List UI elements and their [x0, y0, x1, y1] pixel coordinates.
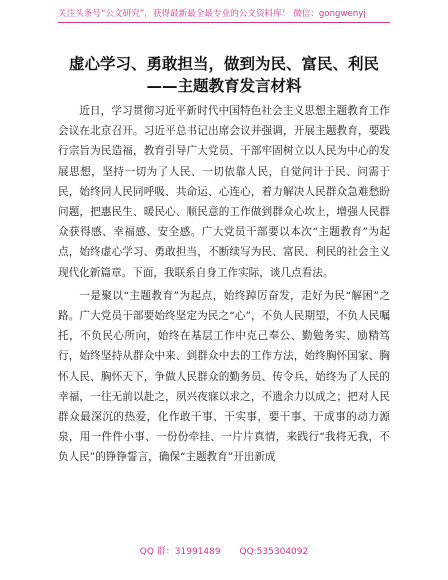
- body-paragraph: 一是聚以“主题教育”为起点，始终踔厉奋发，走好为民“解困”之路。广大党员干部要始终坚定为民之“心”，不负人民期望，不负人民嘱托，不负民心所向，始终在基层工作中克己奉公、勤勉务实、励精笃行，始终坚持从群众中来、到群众中去的工作方法，始终胸怀国家、胸怀人民、胸怀天下，争做人民群众的勤务员、传令兵，始终为了人民的幸福，一往无前以赴之，夙兴夜寐以求之，不遗余力以成之；把对人民群众最深沉的热爱，化作敢干事、干实事，要干事、干成事的动力源泉，用一件件小事、一份份牵挂、一片片真情，来践行“我将无我，不负人民”的铮铮誓言，确保“主题教育”开出新成: [58, 289, 390, 464]
- header-divider: [58, 22, 390, 23]
- footer-qq: QQ:535304092: [239, 547, 309, 557]
- footer-qq-group: QQ 群：31991489: [139, 547, 221, 557]
- footer-contact: [0, 544, 448, 557]
- document-body: [58, 101, 390, 471]
- document-subtitle: ——主题教育发言材料: [146, 77, 302, 95]
- body-paragraph: 近日，学习贯彻习近平新时代中国特色社会主义思想主题教育工作会议在北京召开。习近平总书记出席会议并强调，开展主题教育，要践行宗旨为民造福，教育引导广大党员、干部牢固树立以人民为中心的发展思想，坚持一切为了人民、一切依靠人民，自觉问计于民、问需于民，始终同人民同呼吸、共命运、心连心，着力解决人民群众急难愁盼问题，把惠民生、暖民心、顺民意的工作做到群众心坎上，增强人民群众获得感、幸福感、安全感。广大党员干部要以本次“主题教育”为起点，始终虚心学习、勇敢担当，不断续写为民、富民、利民的社会主义现代化新篇章。下面，我联系自身工作实际，谈几点看法。: [58, 105, 390, 279]
- header-promo-note: 关注头条号“公文研究”，获得最新最全最专业的公文资料库！ 微信：gongwenyj: [58, 9, 366, 19]
- document-title: 虚心学习、勇敢担当，做到为民、富民、利民: [68, 55, 379, 73]
